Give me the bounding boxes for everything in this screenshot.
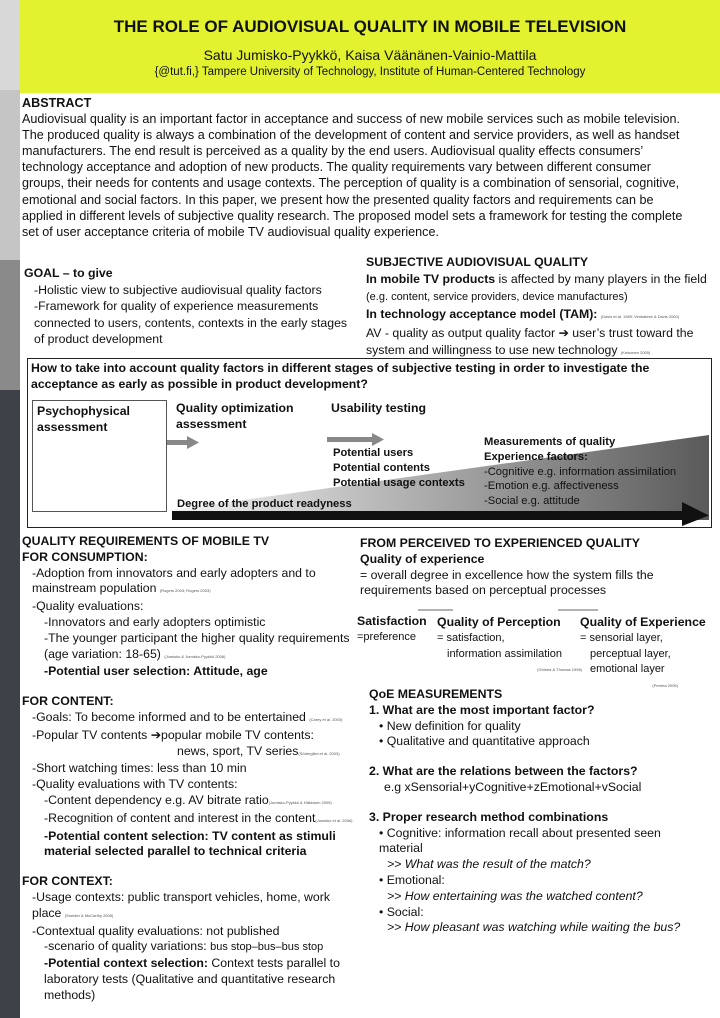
reference: (Carey et al. 2003) — [309, 716, 343, 722]
subjective-line — [366, 271, 716, 306]
qoe-heading: Quality of Experience — [580, 615, 706, 629]
usability-testing-box — [327, 398, 477, 422]
subjective-small: (e.g. content, service providers, device manufactures) — [366, 291, 628, 303]
qoe-block — [580, 615, 718, 694]
example-question: >> What was the result of the match? — [387, 857, 591, 872]
box-label: Usability testing — [331, 401, 426, 415]
perceived-quality-section — [360, 536, 700, 599]
potential-list — [333, 446, 465, 490]
question: 3. Proper research method combinations — [369, 809, 609, 824]
content-item: news, sport, TV series(Södergård et al. 2003) — [177, 743, 340, 758]
potential-item: Potential contents — [333, 461, 430, 474]
readiness-label: Degree of the product readyness — [177, 498, 352, 510]
content-item: -Popular TV contents ➔popular mobile TV contents: — [32, 727, 314, 742]
measurements-heading: QoE MEASUREMENTS — [369, 687, 503, 701]
arrow-shaft — [327, 437, 372, 442]
measurement-item: -Social e.g. attitude — [484, 495, 580, 508]
qoe-definition: = overall degree in excellence how the system fills the requirements based on perceptual processes — [360, 567, 654, 598]
qop-text: information assimilation — [447, 647, 562, 660]
qop-text: = satisfaction, — [437, 631, 505, 644]
tam-heading: In technology acceptance model (TAM): — [366, 306, 598, 321]
arrow-head — [187, 436, 199, 449]
potential-item: Potential users — [333, 447, 414, 459]
requirement-item: -The younger participant the higher quality requirements (age variation: 18-65) (Jumisko & Jumisko-Pyykkö 2006) — [44, 630, 350, 661]
arrow-head — [372, 433, 384, 446]
box-label: Psychophysical assessment — [37, 404, 130, 434]
example-question: >> How pleasant was watching while waiting the bus? — [387, 920, 681, 935]
qoe-text: emotional layer — [590, 663, 665, 676]
satisfaction-block — [357, 614, 437, 646]
answer: • New definition for quality — [379, 718, 521, 733]
answer: • Emotional: — [379, 872, 445, 887]
content-item: -Short watching times: less than 10 min — [32, 761, 247, 776]
goal-item: -Framework for quality of experience measurements connected to users, contents, contexts in the early stages of product development — [34, 299, 348, 346]
goal-heading: GOAL – to give — [24, 266, 113, 280]
requirement-item: -Quality evaluations: — [32, 599, 144, 614]
satisfaction-heading: Satisfaction — [357, 614, 427, 628]
content-item: -Goals: To become informed and to be entertained (Carey et al. 2003) — [32, 709, 343, 724]
quality-optimization-box — [172, 398, 322, 436]
goal-section — [24, 265, 354, 348]
context-item: -Contextual quality evaluations: not published — [32, 923, 280, 938]
question: 1. What are the most important factor? — [369, 702, 595, 717]
reference: (Pereira 2005) — [652, 683, 678, 689]
affiliation: {@tut.fi,} Tampere University of Technology, Institute of Human-Centered Technology — [154, 66, 586, 78]
measurement-list — [484, 435, 676, 509]
abstract-text: Audiovisual quality is an important factor in acceptance and success of new mobile services such as mobile television. The produced quality is always a combination of the development of content and service providers, as well as handset manufacturers. The end result is perceived as a quality by the end users. Audiovisual quality effects consumers’ technology acceptance and adoption of new products. The quality requirements vary between different consumer groups, their needs for contents and usage contexts. The perception of quality is a combination of sensorial, cognitive, emotional and social factors. In this paper, we present how the presented quality factors and requirements can be applied in different levels of subjective quality research. The proposed model sets a framework for testing the complete set of user acceptance criteria of mobile TV audiovisual quality experience. — [22, 112, 683, 239]
measurement-heading: Experience factors: — [484, 450, 588, 463]
strip-segment — [0, 260, 20, 390]
answer: • Qualitative and quantitative approach — [379, 734, 590, 749]
content-item: -Potential content selection: TV content as stimuli material selected parallel to technical criteria — [44, 828, 336, 859]
qoe-measurements-section — [369, 687, 699, 936]
reference: (Jumisko & Jumisko-Pyykkö 2006) — [164, 653, 226, 659]
requirement-item: -Adoption from innovators and early adopters and to mainstream population (Rogers 2003; Rogers 2003) — [32, 565, 316, 596]
strip-segment — [0, 0, 20, 90]
potential-item: Potential usage contexts — [333, 476, 465, 489]
strip-segment — [0, 390, 20, 1018]
answer: e.g xSensorial+yCognitive+zEmotional+vSocial — [384, 779, 642, 794]
diagram-question: How to take into account quality factors in different stages of subjective testing in order to investigate the acceptance as early as possible in product development? — [31, 361, 650, 391]
question: 2. What are the relations between the factors? — [369, 764, 638, 779]
requirements-section — [22, 534, 360, 1004]
connector-lines — [418, 608, 603, 614]
satisfaction-text: =preference — [357, 630, 417, 643]
qoe-text: = sensorial layer, — [580, 631, 663, 644]
content-item: -Recognition of content and interest in the content(Jumisko et al. 2006) — [44, 810, 353, 825]
content-item: -Quality evaluations with TV contents: — [32, 777, 238, 792]
reference: (Ghinea & Thomas 1998) — [537, 667, 582, 673]
reference: (Södergård et al. 2003) — [298, 750, 340, 756]
subjective-heading: SUBJECTIVE AUDIOVISUAL QUALITY — [366, 255, 589, 269]
requirement-item: -Potential user selection: Attitude, age — [44, 664, 268, 679]
reference: (Sneider & McCarthy 2005) — [64, 912, 114, 918]
qoe-subheading: Quality of experience — [360, 551, 485, 566]
subjective-text: is affected by many players in the field — [495, 271, 707, 286]
psychophysical-box — [32, 400, 167, 512]
reference: (Rogers 2003; Rogers 2003) — [159, 588, 211, 594]
reference: (Kelsonen 2005) — [620, 349, 651, 355]
subjective-bold: In mobile TV products — [366, 271, 496, 286]
consumption-heading: FOR CONSUMPTION: — [22, 549, 148, 564]
example-question: >> How entertaining was the watched content? — [387, 888, 643, 903]
perceived-heading: FROM PERCEIVED TO EXPERIENCED QUALITY — [360, 536, 640, 550]
subjective-line — [366, 306, 716, 326]
box-label: Quality optimization assessment — [176, 401, 294, 431]
poster-title: THE ROLE OF AUDIOVISUAL QUALITY IN MOBILE TELEVISION — [113, 17, 627, 36]
left-decorative-strip — [0, 0, 20, 1018]
context-heading: FOR CONTEXT: — [22, 874, 113, 889]
reference: (Jumisko-Pyykkö & Häkkinen 2005) — [268, 799, 332, 805]
measurement-item: -Cognitive e.g. information assimilation — [484, 465, 677, 478]
abstract-section — [22, 95, 694, 240]
reference: (Davis et al. 1989; Venkatesh & Davis 2000) — [600, 313, 680, 319]
answer: • Social: — [379, 904, 424, 919]
measurement-heading: Measurements of quality — [484, 436, 616, 448]
qoe-text: perceptual layer, — [590, 647, 671, 660]
strip-segment — [0, 90, 20, 260]
requirements-heading: QUALITY REQUIREMENTS OF MOBILE TV — [22, 534, 270, 548]
reference: (Jumisko et al. 2006) — [315, 817, 353, 823]
authors: Satu Jumisko-Pyykkö, Kaisa Väänänen-Vainio-Mattila — [203, 47, 537, 63]
context-item: -Potential context selection: Context tests parallel to laboratory tests (Qualitative and quantitative research methods) — [44, 956, 340, 1002]
qop-heading: Quality of Perception — [437, 615, 561, 629]
subjective-line — [366, 325, 716, 361]
poster-header — [20, 0, 720, 93]
requirement-item: -Innovators and early adopters optimistic — [44, 614, 266, 629]
subjective-quality-section — [366, 254, 716, 361]
readiness-arrow-shaft — [172, 511, 687, 520]
content-heading: FOR CONTENT: — [22, 694, 114, 709]
context-item: -Usage contexts: public transport vehicles, home, work place (Sneider & McCarthy 2005) — [32, 889, 330, 920]
subjective-text: AV - quality as output quality factor ➔ user’s trust toward the system and willingness to use new technology — [366, 326, 694, 357]
answer: • Cognitive: information recall about presented seen material — [379, 825, 661, 856]
context-item: -scenario of quality variations: bus stop–bus–bus stop — [44, 939, 324, 954]
measurement-item: -Emotion e.g. affectiveness — [484, 480, 619, 493]
qop-block — [437, 615, 582, 678]
goal-item: -Holistic view to subjective audiovisual quality factors — [34, 282, 322, 297]
abstract-heading: ABSTRACT — [22, 96, 92, 110]
content-item: -Content dependency e.g. AV bitrate ratio(Jumisko-Pyykkö & Häkkinen 2005) — [44, 792, 332, 807]
